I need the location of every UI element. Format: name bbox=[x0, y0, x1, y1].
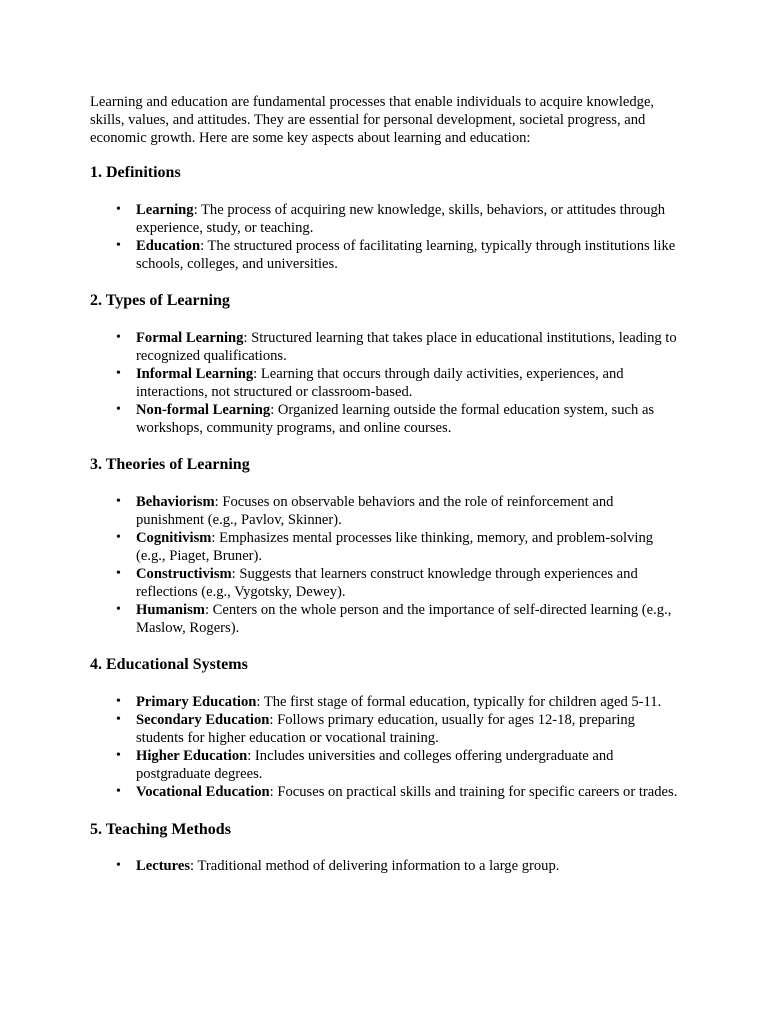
bullet-icon: • bbox=[116, 712, 121, 727]
list-item bbox=[116, 601, 680, 637]
item-text: : Learning that occurs through daily activities, experiences, and interactions, not structured or classroom-based. bbox=[136, 366, 624, 400]
list-item bbox=[116, 237, 680, 273]
item-term: Education bbox=[136, 238, 201, 254]
list-item bbox=[116, 857, 680, 875]
section-heading-theories-of-learning: 3. Theories of Learning bbox=[90, 456, 250, 473]
item-term: Non-formal Learning bbox=[136, 402, 271, 418]
item-text: : Emphasizes mental processes like thinking, memory, and problem-solving (e.g., Piaget, Bruner). bbox=[136, 530, 654, 564]
item-term: Secondary Education bbox=[136, 712, 270, 728]
bullet-icon: • bbox=[116, 494, 121, 509]
item-term: Lectures bbox=[136, 858, 191, 874]
item-term: Primary Education bbox=[136, 694, 257, 710]
item-term: Constructivism bbox=[136, 566, 232, 582]
item-term: Learning bbox=[136, 202, 194, 218]
list-item bbox=[116, 565, 680, 601]
item-term: Behaviorism bbox=[136, 494, 215, 510]
section-heading-educational-systems: 4. Educational Systems bbox=[90, 656, 248, 673]
document-body bbox=[90, 93, 680, 875]
item-text: : Traditional method of delivering information to a large group. bbox=[190, 858, 560, 874]
item-text: : Includes universities and colleges offering undergraduate and postgraduate degrees. bbox=[136, 748, 614, 782]
section-heading-definitions: 1. Definitions bbox=[90, 164, 181, 181]
list-item bbox=[116, 493, 680, 529]
item-text: : Focuses on observable behaviors and the role of reinforcement and punishment (e.g., Pavlov, Skinner). bbox=[136, 494, 614, 528]
teaching-methods-list bbox=[90, 857, 680, 875]
item-text: : Structured learning that takes place in educational institutions, leading to recognized qualifications. bbox=[136, 330, 677, 364]
item-text: : Organized learning outside the formal education system, such as workshops, community programs, and online courses. bbox=[136, 402, 655, 436]
item-term: Cognitivism bbox=[136, 530, 212, 546]
item-text: : Centers on the whole person and the importance of self-directed learning (e.g., Maslow, Rogers). bbox=[136, 602, 672, 636]
item-term: Higher Education bbox=[136, 748, 248, 764]
bullet-icon: • bbox=[116, 238, 121, 253]
bullet-icon: • bbox=[116, 694, 121, 709]
bullet-icon: • bbox=[116, 566, 121, 581]
educational-systems-list bbox=[90, 693, 680, 801]
item-text: : The structured process of facilitating learning, typically through institutions like schools, colleges, and universities. bbox=[136, 238, 676, 272]
list-item bbox=[116, 711, 680, 747]
definitions-list bbox=[90, 201, 680, 273]
bullet-icon: • bbox=[116, 366, 121, 381]
theories-of-learning-list bbox=[90, 493, 680, 637]
intro-paragraph: Learning and education are fundamental processes that enable individuals to acquire knowledge, skills, values, and attitudes. They are essential for personal development, societal progress, and economic growth. Here are some key aspects about learning and education: bbox=[90, 94, 655, 146]
list-item bbox=[116, 693, 680, 711]
list-item bbox=[116, 201, 680, 237]
item-text: : Focuses on practical skills and training for specific careers or trades. bbox=[269, 784, 678, 800]
item-text: : The first stage of formal education, typically for children aged 5-11. bbox=[256, 694, 662, 710]
list-item bbox=[116, 401, 680, 437]
item-text: : Follows primary education, usually for ages 12-18, preparing students for higher education or vocational training. bbox=[136, 712, 635, 746]
list-item bbox=[116, 529, 680, 565]
bullet-icon: • bbox=[116, 784, 121, 799]
section-heading-types-of-learning: 2. Types of Learning bbox=[90, 292, 230, 309]
bullet-icon: • bbox=[116, 530, 121, 545]
bullet-icon: • bbox=[116, 330, 121, 345]
bullet-icon: • bbox=[116, 202, 121, 217]
item-text: : The process of acquiring new knowledge, skills, behaviors, or attitudes through experience, study, or teaching. bbox=[136, 202, 666, 236]
bullet-icon: • bbox=[116, 748, 121, 763]
bullet-icon: • bbox=[116, 602, 121, 617]
item-term: Formal Learning bbox=[136, 330, 244, 346]
list-item bbox=[116, 365, 680, 401]
item-term: Vocational Education bbox=[136, 784, 270, 800]
item-term: Informal Learning bbox=[136, 366, 254, 382]
item-term: Humanism bbox=[136, 602, 205, 618]
section-heading-teaching-methods: 5. Teaching Methods bbox=[90, 821, 231, 838]
list-item bbox=[116, 329, 680, 365]
list-item bbox=[116, 747, 680, 783]
list-item bbox=[116, 783, 680, 801]
item-text: : Suggests that learners construct knowledge through experiences and reflections (e.g., Vygotsky, Dewey). bbox=[136, 566, 638, 600]
types-of-learning-list bbox=[90, 329, 680, 437]
bullet-icon: • bbox=[116, 858, 121, 873]
bullet-icon: • bbox=[116, 402, 121, 417]
